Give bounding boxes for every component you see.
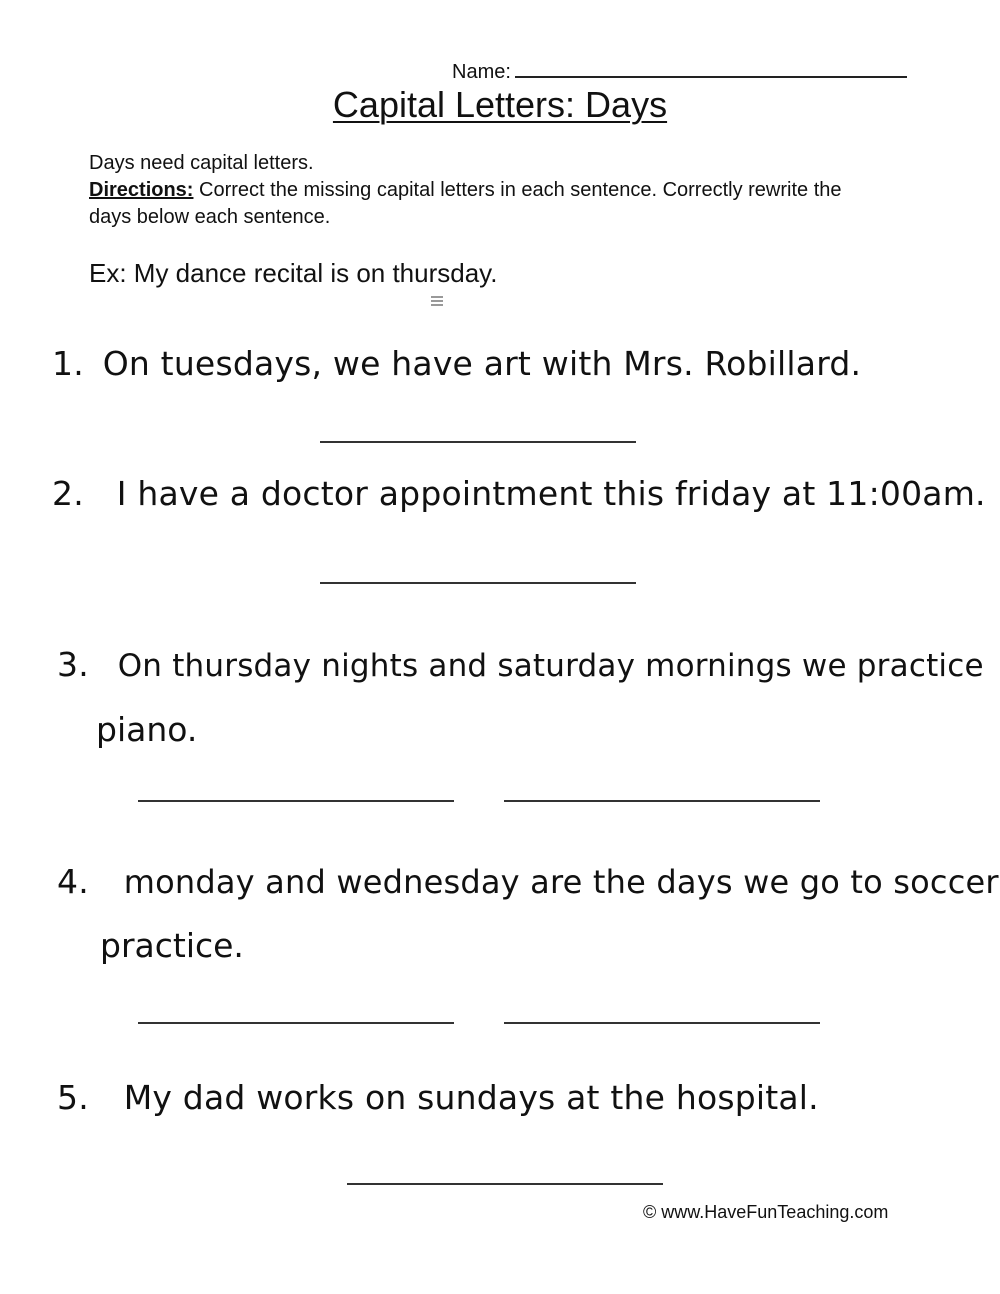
name-label: Name: <box>452 61 511 83</box>
answer-line[interactable] <box>504 800 820 802</box>
copyright-footer: © www.HaveFunTeaching.com <box>643 1202 889 1222</box>
directions-label: Directions: <box>89 179 194 201</box>
answer-line[interactable] <box>320 582 636 584</box>
question-1 <box>52 344 861 383</box>
question-number: 1. <box>52 344 84 383</box>
directions <box>89 177 859 231</box>
answer-line[interactable] <box>347 1183 663 1185</box>
answer-line[interactable] <box>138 800 454 802</box>
directions-text: Correct the missing capital letters in each sentence. Correctly rewrite the days below each sentence. <box>89 179 842 228</box>
question-number: 3. <box>57 645 89 684</box>
question-text: monday and wednesday are the days we go to soccer <box>123 863 999 901</box>
name-field-row <box>452 58 907 84</box>
intro-line: Days need capital letters. <box>89 152 314 174</box>
question-continuation: piano. <box>96 710 198 749</box>
question-number: 2. <box>52 474 84 513</box>
question-number: 5. <box>57 1078 89 1117</box>
question-text: My dad works on sundays at the hospital. <box>123 1078 819 1117</box>
question-text: On tuesdays, we have art with Mrs. Robillard. <box>102 344 862 383</box>
question-3 <box>57 645 984 684</box>
question-text: I have a doctor appointment this friday at 11:00am. <box>116 474 986 513</box>
question-number: 4. <box>57 862 89 901</box>
question-text: On thursday nights and saturday mornings we practice <box>117 648 984 684</box>
instructions <box>89 150 859 231</box>
answer-line[interactable] <box>138 1022 454 1024</box>
capitalization-mark-icon <box>430 293 444 307</box>
worksheet-title: Capital Letters: Days <box>332 84 668 125</box>
example-sentence: Ex: My dance recital is on thursday. <box>89 258 498 288</box>
question-2 <box>52 474 986 513</box>
question-4 <box>57 862 999 901</box>
question-5 <box>57 1078 819 1117</box>
name-blank[interactable] <box>515 58 907 78</box>
answer-line[interactable] <box>320 441 636 443</box>
question-continuation: practice. <box>100 926 244 965</box>
answer-line[interactable] <box>504 1022 820 1024</box>
